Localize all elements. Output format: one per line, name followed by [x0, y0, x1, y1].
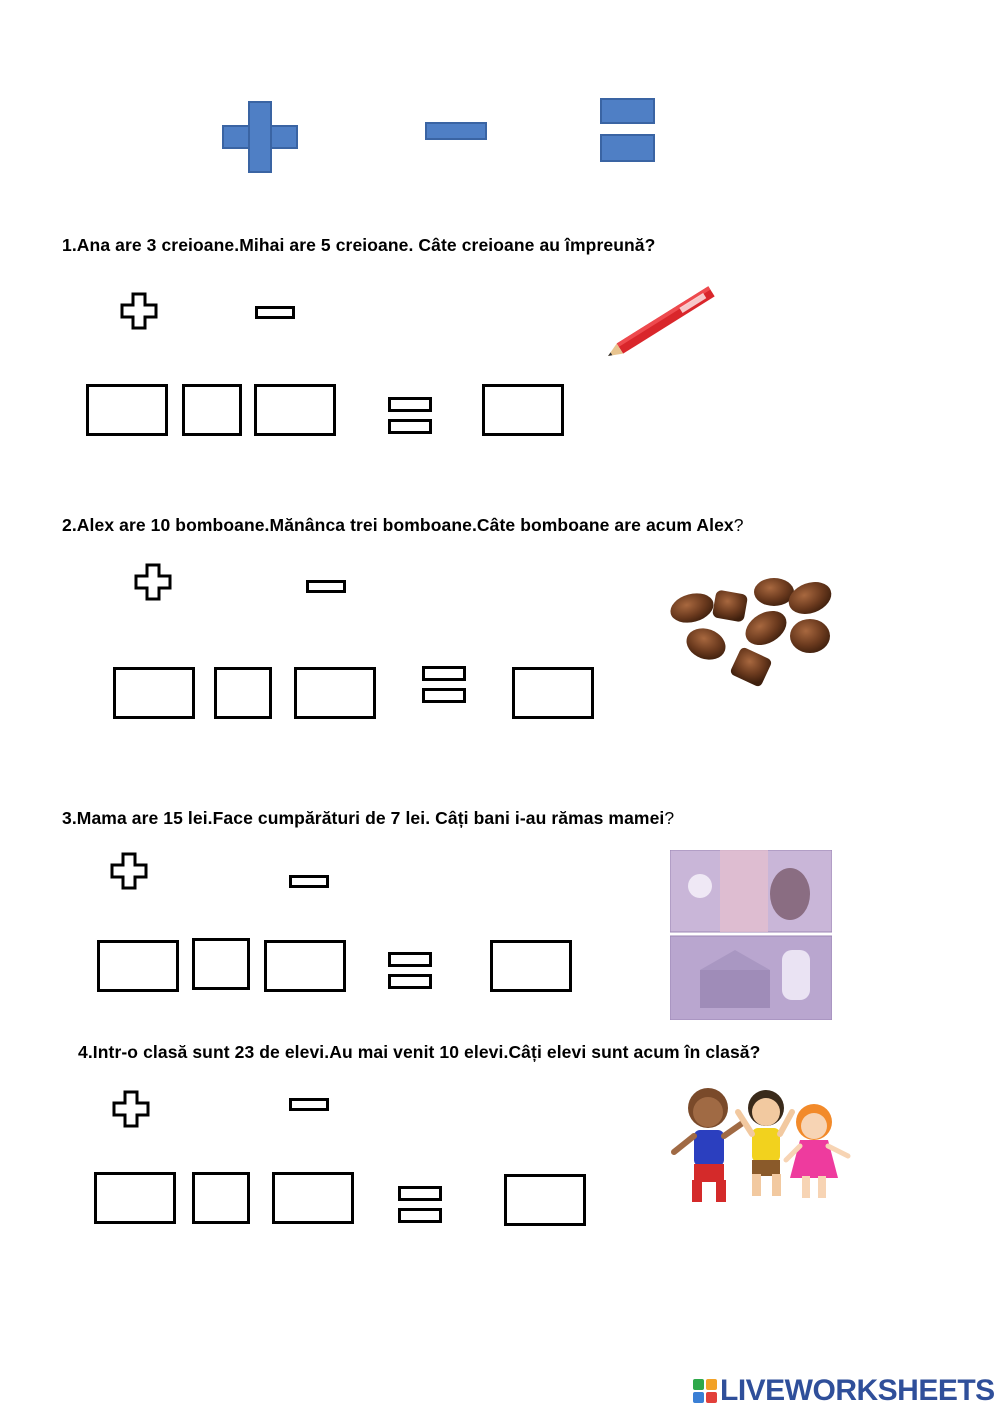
plus-icon[interactable] — [120, 292, 158, 330]
children-image — [668, 1082, 858, 1212]
answer-box-1b[interactable] — [182, 384, 242, 436]
result-box-2[interactable] — [512, 667, 594, 719]
plus-icon[interactable] — [222, 101, 298, 173]
chocolates-image — [664, 572, 836, 696]
question-4-body: 4.Intr-o clasă sunt 23 de elevi.Au mai venit 10 elevi.Câți elevi sunt acum în clasă? — [78, 1042, 761, 1062]
equals-icon[interactable] — [398, 1186, 442, 1226]
equals-icon[interactable] — [422, 666, 466, 706]
logo-text: LIVEWORKSHEETS — [720, 1374, 995, 1407]
answer-box-3a[interactable] — [97, 940, 179, 992]
answer-box-1a[interactable] — [86, 384, 168, 436]
answer-box-2c[interactable] — [294, 667, 376, 719]
question-2-text: 2.Alex are 10 bomboane.Mănânca trei bomboane.Câte bomboane are acum Alex? — [62, 515, 744, 535]
answer-box-4b[interactable] — [192, 1172, 250, 1224]
question-4-text — [78, 1042, 760, 1063]
minus-icon[interactable] — [289, 875, 329, 888]
answer-box-2a[interactable] — [113, 667, 195, 719]
logo-mark-icon — [693, 1379, 717, 1403]
equals-icon[interactable] — [388, 397, 432, 437]
pencil-image — [598, 282, 730, 360]
answer-box-4c[interactable] — [272, 1172, 354, 1224]
result-box-4[interactable] — [504, 1174, 586, 1226]
plus-icon[interactable] — [112, 1090, 150, 1128]
result-box-1[interactable] — [482, 384, 564, 436]
question-3-body: 3.Mama are 15 lei.Face cumpărături de 7 lei. Câți bani i-au rămas mamei — [62, 808, 665, 828]
banknote-image — [670, 850, 832, 1020]
answer-box-2b[interactable] — [214, 667, 272, 719]
minus-icon[interactable] — [289, 1098, 329, 1111]
minus-icon[interactable] — [306, 580, 346, 593]
question-3-text: 3.Mama are 15 lei.Face cumpărături de 7 lei. Câți bani i-au rămas mamei? — [62, 808, 675, 828]
result-box-3[interactable] — [490, 940, 572, 992]
minus-icon[interactable] — [255, 306, 295, 319]
equals-icon[interactable] — [388, 952, 432, 992]
liveworksheets-logo — [693, 1374, 995, 1408]
answer-box-4a[interactable] — [94, 1172, 176, 1224]
answer-box-3c[interactable] — [264, 940, 346, 992]
question-2-body: 2.Alex are 10 bomboane.Mănânca trei bomboane.Câte bomboane are acum Alex — [62, 515, 734, 535]
answer-box-3b[interactable] — [192, 938, 250, 990]
plus-icon[interactable] — [110, 852, 148, 890]
plus-icon[interactable] — [134, 563, 172, 601]
minus-icon[interactable] — [425, 122, 487, 140]
equals-icon[interactable] — [600, 98, 655, 162]
answer-box-1c[interactable] — [254, 384, 336, 436]
question-1-body: 1.Ana are 3 creioane.Mihai are 5 creioane. Câte creioane au împreună? — [62, 235, 656, 255]
question-1-text — [62, 235, 655, 256]
